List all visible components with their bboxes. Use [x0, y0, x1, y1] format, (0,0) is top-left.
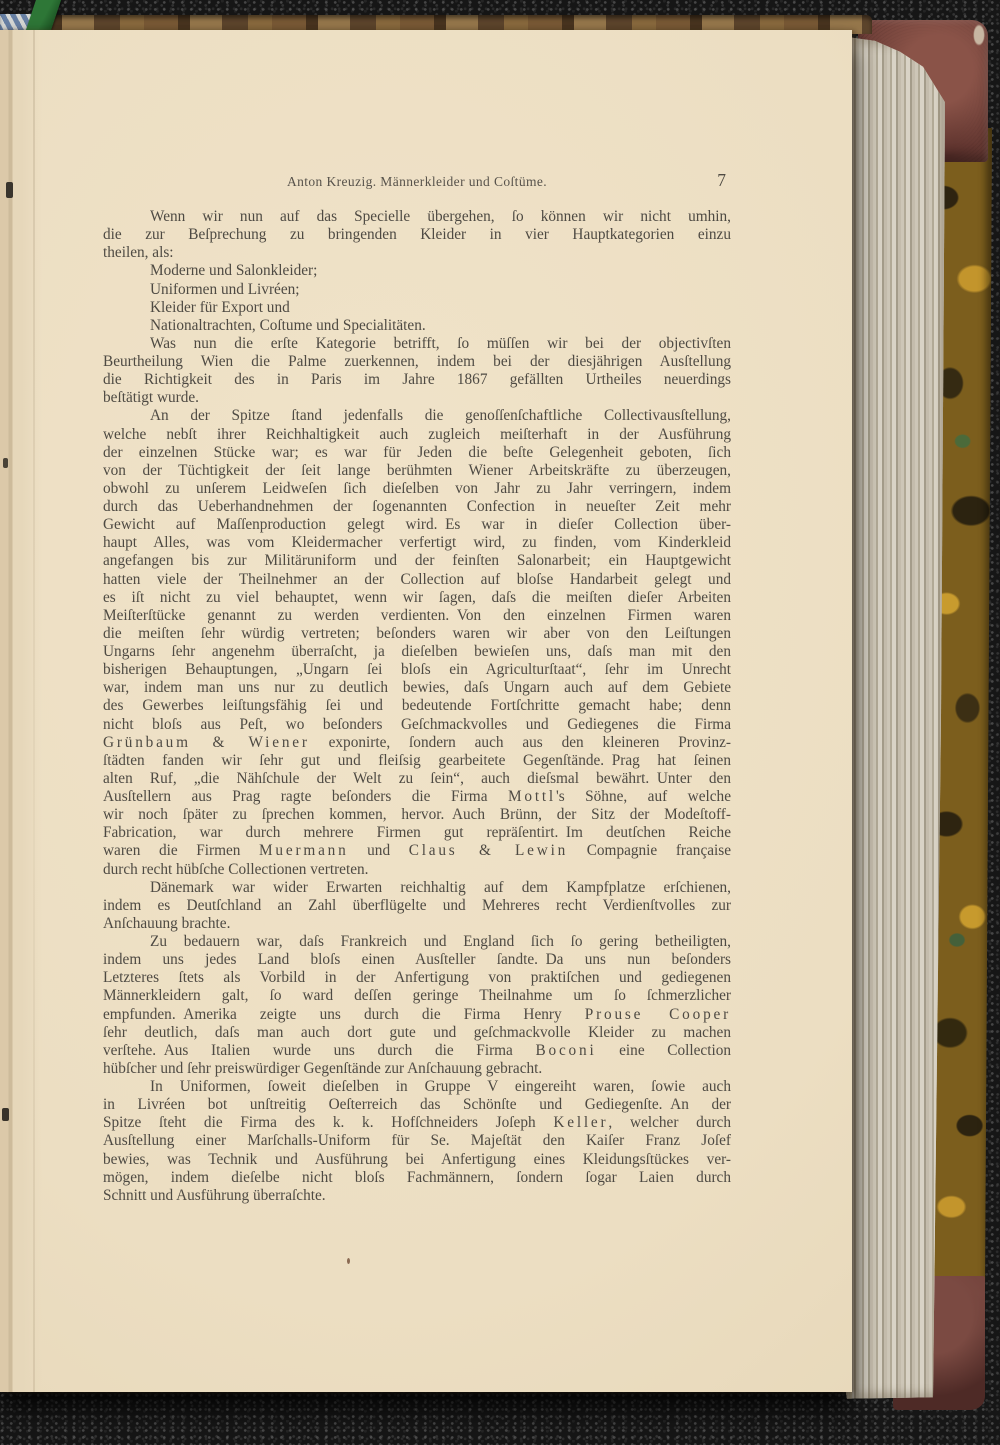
text-run: An der Spitze ſtand jedenfalls die genoſſenſchaftliche Collectivausſtellung, [150, 407, 731, 425]
text-run: Ungarns ſehr angenehm überraſcht, ja dieſelben bewieſen uns, daſs man mit den [103, 643, 731, 660]
text-block [103, 208, 731, 1205]
text-line [103, 1187, 731, 1205]
text-line [103, 987, 731, 1005]
page-stack-fore-edge [845, 34, 945, 1400]
text-run: von der Tüchtigkeit der ſeit lange berühmten Wiener Arbeitskräfte zu überzeugen, [103, 461, 731, 479]
text-run: Was nun die erſte Kategorie betrifft, ſo müſſen wir bei der objectivſten [150, 334, 731, 352]
text-line [103, 407, 731, 425]
text-run: die Richtigkeit des in Paris im Jahre 1867 gefällten Urtheiles neuerdings [103, 371, 731, 389]
text-run: wir noch ſpäter zu ſprechen kommen, hervor. Auch Brünn, der Sitz der Modeſtoff- [103, 806, 731, 824]
text-run: es iſt nicht zu viel behauptet, wenn wir ſagen, daſs die meiſten dieſer Arbeiten [103, 588, 731, 606]
text-line [103, 897, 731, 915]
text-run: und [348, 842, 409, 860]
running-header-title: Anton Kreuzig. Männerkleider und Coſtüme. [286, 174, 548, 189]
text-run: hübſcher und ſehr preiswürdiger Gegenſtände zur Anſchauung gebracht. [103, 1059, 543, 1077]
text-run: war, indem man uns nur zu deutlich bewies, daſs Ungarn auch auf dem Gebiete [103, 679, 731, 697]
running-header [103, 174, 731, 196]
text-run: angefangen bis zur Militäruniform und der feinſten Salonarbeit; ein Hauptgewicht [103, 552, 731, 570]
firm-name: Grünbaum & Wiener [103, 733, 310, 751]
firm-name: Keller [553, 1114, 609, 1132]
text-run: die zur Beſprechung zu bringenden Kleider in vier Hauptkategorien einzu [103, 226, 731, 244]
text-run: Ausſtellung einer Marſchalls-Uniform für Se. Majeſtät den Kaiſer Franz Joſef [103, 1132, 731, 1150]
text-line [103, 951, 731, 969]
text-line [103, 625, 731, 643]
text-line [103, 498, 731, 516]
text-run: In Uniformen, ſoweit dieſelben in Gruppe V eingereiht waren, ſowie auch [150, 1078, 731, 1095]
text-run: Spitze ſteht die Firma des k. k. Hofſchneiders Joſeph [103, 1114, 554, 1132]
text-line [103, 534, 731, 552]
text-run: Uniformen und Livréen; [150, 280, 300, 298]
text-run: in Livréen bot unſtreitig Oeſterreich das Schönſte und Gediegenſte. An der [103, 1096, 731, 1114]
text-line [103, 969, 731, 987]
text-line [103, 552, 731, 570]
text-line [103, 933, 731, 951]
text-line [103, 480, 731, 498]
text-run: beſtätigt wurde. [103, 389, 200, 407]
book-page [0, 30, 852, 1392]
text-run: ſehr deutlich, daſs man auch dort gute und geſchmackvolle Kleider zu machen [103, 1023, 731, 1041]
text-line [103, 1078, 731, 1096]
text-line [103, 716, 731, 734]
text-run: Anſchauung brachte. [103, 914, 231, 932]
text-line [103, 1151, 731, 1169]
text-run: Wenn wir nun auf das Specielle übergehen, ſo können wir nicht umhin, [150, 208, 731, 225]
text-line [103, 571, 731, 589]
text-run: Kleider für Export und [150, 298, 290, 316]
text-line [103, 861, 731, 879]
text-run: haupt Alles, was vom Kleidermacher verfertigt wird, zu finden, vom Kinderkleid [103, 534, 731, 552]
text-line [103, 462, 731, 480]
text-run: bewies, was Technik und Ausführung bei Anfertigung eines Kleidungsſtückes ver- [103, 1150, 731, 1168]
text-run: durch das Ueberhandnehmen der ſogenannten Confection in neueſter Zeit mehr [103, 498, 731, 515]
text-run: indem es Deutſchland an Zahl überflügelte und Mehreres recht Verdienſtvolles zur [103, 896, 731, 914]
text-line [103, 426, 731, 444]
page-margin-mark [2, 1108, 9, 1121]
text-run: alten Ruf, „die Nähſchule der Welt zu ſein“, auch dieſsmal bewährt. Unter den [103, 769, 731, 787]
text-line [103, 824, 731, 842]
text-run: exponirte, ſondern auch aus den kleineren Provinz- [309, 733, 731, 751]
paper-fleck [347, 1258, 350, 1264]
text-run: Männerkleidern galt, ſo ward deſſen geringe Theilnahme um ſo ſchmerzlicher [103, 987, 731, 1005]
text-line [103, 661, 731, 679]
text-run: empfunden. Amerika zeigte uns durch die Firma Henry [103, 1005, 585, 1023]
text-run: obwohl zu unſerem Leidweſen ſich dieſelben von Jahr zu Jahr verringern, indem [103, 479, 731, 497]
text-line [103, 770, 731, 788]
firm-name: Boconi [535, 1041, 597, 1059]
text-line [103, 752, 731, 770]
firm-name: Mottl [507, 788, 556, 805]
text-line [103, 879, 731, 897]
text-line [103, 806, 731, 824]
text-run: Moderne und Salonkleider; [150, 262, 318, 280]
text-line [103, 299, 731, 317]
text-line [103, 1042, 731, 1060]
text-run: Dänemark war wider Erwarten reichhaltig auf dem Kampfplatze erſchienen, [150, 878, 731, 896]
text-run: waren die Firmen [103, 842, 260, 860]
text-line [103, 1006, 731, 1024]
text-line [103, 444, 731, 462]
text-line [103, 244, 731, 262]
text-line [103, 281, 731, 299]
text-run: indem uns jedes Land bloſs einen Ausſteller ſandte. Da uns nun beſonders [103, 951, 731, 969]
text-run: durch recht hübſche Collectionen vertreten. [103, 860, 369, 878]
text-run: der einzelnen Stücke war; es war für Jeden die beſte Gelegenheit geboten, ſich [103, 443, 731, 461]
firm-name: Claus & Lewin [408, 842, 569, 860]
text-line [103, 1096, 731, 1114]
text-line [103, 842, 731, 860]
text-run: ſtädten fanden wir ſehr gut und fleiſsig gearbeitete Gegenſtände. Prag hat ſeinen [103, 751, 731, 769]
text-line [103, 317, 731, 335]
text-run: Beurtheilung Wien die Palme zuerkennen, indem bei der diesjährigen Ausſtellung [103, 353, 731, 370]
text-line [103, 1024, 731, 1042]
text-run: theilen, als: [103, 244, 174, 262]
text-line [103, 335, 731, 353]
text-line [103, 226, 731, 244]
text-line [103, 607, 731, 625]
text-run: Ausſtellern aus Prag ragte beſonders die Firma [103, 788, 508, 805]
text-run: Compagnie française [568, 842, 732, 860]
text-run: hatten viele der Theilnehmer an der Collection auf bloſse Handarbeit gelegt und [103, 570, 731, 588]
text-line [103, 353, 731, 371]
text-run: die meiſten ſehr würdig vertreten; beſonders waren wir aber von den Leiſtungen [103, 624, 731, 642]
page-number: 7 [717, 170, 726, 190]
page-margin-mark [6, 182, 13, 198]
text-line [103, 734, 731, 752]
text-line [103, 1060, 731, 1078]
text-line [103, 516, 731, 534]
text-line [103, 1169, 731, 1187]
text-run: 's Söhne, auf welche [555, 788, 731, 805]
text-line [103, 389, 731, 407]
text-run: eine Collection [596, 1041, 731, 1059]
text-run: bisherigen Behauptungen, „Ungarn ſei bloſs ein Agriculturſtaat“, ſehr im Unrecht [103, 661, 731, 679]
text-line [103, 1114, 731, 1132]
text-line [103, 1132, 731, 1150]
text-run: welche nebſt ihrer Reichhaltigkeit auch zugleich meiſterhaft in der Ausführung [103, 425, 731, 443]
text-line [103, 208, 731, 226]
text-line [103, 262, 731, 280]
text-line [103, 589, 731, 607]
text-line [103, 679, 731, 697]
text-run: verſtehe. Aus Italien wurde uns durch die Firma [103, 1041, 536, 1059]
text-run: Meiſterſtücke genannt zu werden verdienten. Von den einzelnen Firmen waren [103, 606, 731, 624]
page-margin-mark [3, 458, 8, 468]
text-line [103, 788, 731, 806]
firm-name: Prouse Cooper [584, 1005, 732, 1023]
text-line [103, 643, 731, 661]
firm-name: Muermann [259, 842, 349, 860]
text-run: Fabrication, war durch mehrere Firmen gut repräſentirt. Im deutſchen Reiche [103, 824, 731, 842]
text-run: Nationaltrachten, Coſtume und Specialitäten. [150, 316, 426, 334]
text-run: des Gewerbes leiſtungsfähig ſei und bedeutende Fortſchritte gemacht habe; denn [103, 697, 731, 715]
text-line [103, 915, 731, 933]
text-line [103, 371, 731, 389]
text-run: Zu bedauern war, daſs Frankreich und England ſich ſo gering betheiligten, [150, 933, 731, 950]
text-run: Letzteres ſtets als Vorbild in der Anfertigung von praktiſchen und gediegenen [103, 969, 731, 987]
text-run: , welcher durch [608, 1114, 731, 1132]
text-run: Gewicht auf Maſſenproduction gelegt wird. Es war in dieſer Collection über- [103, 516, 731, 534]
text-run: Schnitt und Ausführung überraſchte. [103, 1186, 326, 1204]
text-run: nicht bloſs aus Peſt, wo beſonders Geſchmackvolles und Gediegenes die Firma [103, 715, 731, 733]
text-line [103, 697, 731, 715]
text-run: mögen, indem dieſelbe nicht bloſs Fachmännern, ſondern ſogar Laien durch [103, 1168, 731, 1186]
